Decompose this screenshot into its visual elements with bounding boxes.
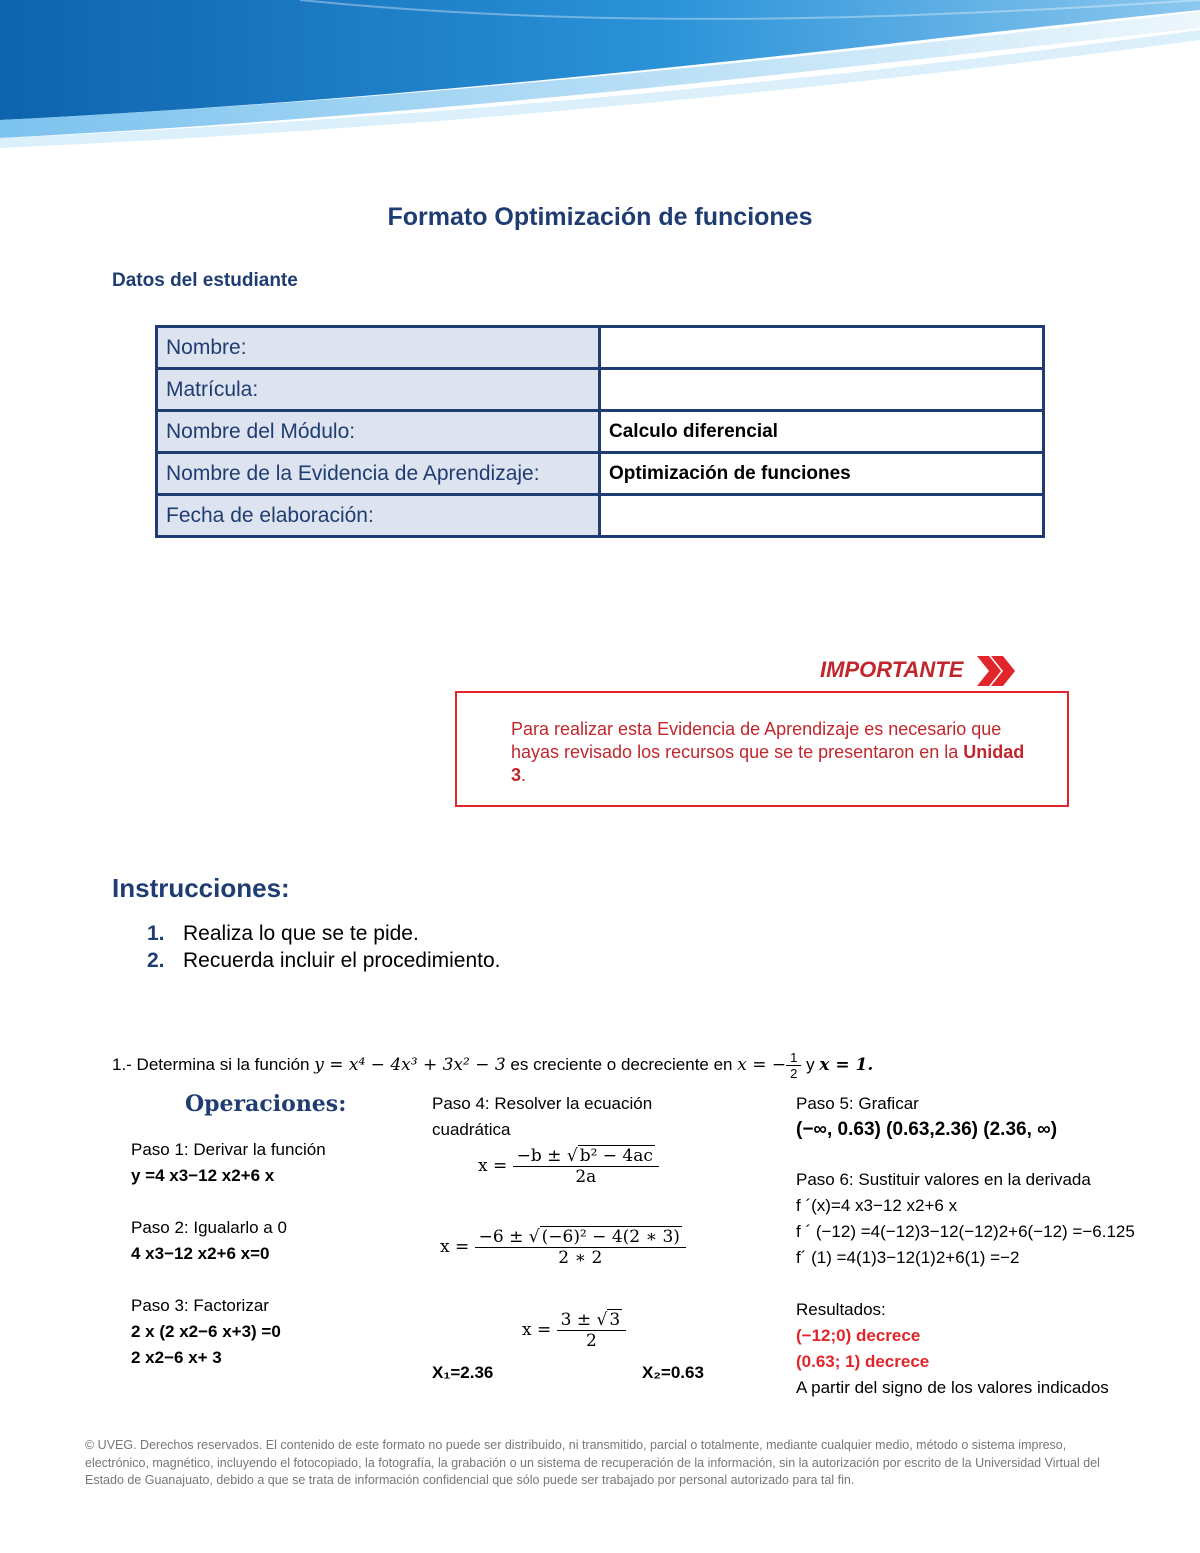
student-data-table <box>155 325 1045 538</box>
paso3-value1: 2 x (2 x2−6 x+3) =0 <box>131 1322 281 1341</box>
paso4-label: Paso 4: Resolver la ecuación cuadrática <box>432 1094 653 1139</box>
table-row <box>157 369 1044 411</box>
table-row <box>157 327 1044 369</box>
list-item: 2. Recuerda incluir el procedimiento. <box>147 949 501 972</box>
header-banner <box>0 0 1200 150</box>
importante-text: Para realizar esta Evidencia de Aprendizaje es necesario que hayas revisado los recursos que se te presentaron en la Unidad 3. <box>511 719 1025 785</box>
paso1-label: Paso 1: Derivar la función <box>131 1140 326 1159</box>
field-label: Fecha de elaboración: <box>157 495 600 537</box>
paso6-line3: f´ (1) =4(1)3−12(1)2+6(1) =−2 <box>796 1248 1020 1267</box>
table-row <box>157 495 1044 537</box>
table-row <box>157 411 1044 453</box>
quadratic-substitution: x = $\frac{\text{−6 ± √ (−6)² − 4(2 ∗ 3)}}{2 ∗ 2}$ <box>440 1227 686 1268</box>
list-item: 1. Realiza lo que se te pide. <box>147 922 419 945</box>
importante-title: IMPORTANTE <box>820 657 964 682</box>
field-label: Matrícula: <box>157 369 600 411</box>
paso6-line1: f ´(x)=4 x3−12 x2+6 x <box>796 1196 958 1215</box>
name-field[interactable] <box>600 327 1044 369</box>
document-title: Formato Optimización de funciones <box>387 203 813 231</box>
resultados-label: Resultados: <box>796 1300 886 1319</box>
section-label-student: Datos del estudiante <box>112 270 298 291</box>
date-field[interactable] <box>600 495 1044 537</box>
paso5-label: Paso 5: Graficar <box>796 1094 919 1113</box>
steps-column-1 <box>131 1137 431 1371</box>
paso6-line2: f ´ (−12) =4(−12)3−12(−12)2+6(−12) =−6.125 <box>796 1222 1135 1241</box>
quadratic-formula: x = $\frac{\text{−b ± √ b² − 4ac}}{2a}$ <box>478 1146 659 1187</box>
resultado-2: (0.63; 1) decrece <box>796 1352 930 1371</box>
paso1-value: y =4 x3−12 x2+6 x <box>131 1166 275 1185</box>
resultado-1: (−12;0) decrece <box>796 1326 921 1345</box>
paso3-label: Paso 3: Factorizar <box>131 1296 269 1315</box>
field-label: Nombre de la Evidencia de Aprendizaje: <box>157 453 600 495</box>
quadratic-simplified: x = $\frac{3 \pm √ 3}{2}$ <box>522 1310 626 1351</box>
field-label: Nombre del Módulo: <box>157 411 600 453</box>
instructions-heading: Instrucciones: <box>112 873 290 903</box>
problem-statement: 1.- Determina si la función y = x⁴ − 4x³ + 3x² − 3 es creciente o decreciente en x = − $\frac{1}{2}$ y x = 1. <box>112 1050 874 1081</box>
table-row <box>157 453 1044 495</box>
paso6-label: Paso 6: Sustituir valores en la derivada <box>796 1170 1091 1189</box>
steps-column-3 <box>796 1091 1196 1401</box>
paso3-value2: 2 x2−6 x+ 3 <box>131 1348 222 1367</box>
root-x1: X₁=2.36 <box>432 1363 494 1382</box>
module-field[interactable]: Calculo diferencial <box>600 411 1044 453</box>
copyright-footer: © UVEG. Derechos reservados. El contenido de este formato no puede ser distribuido, ni transmitido, parcial o totalmente, mediante cualquier medio, método o sistema impreso, electrónico, magnético, incluyendo el fotocopiado, la fotografía, la grabación o un sistema de recuperación de la información, sin la autorización por escrito de la Universidad Virtual del Estado de Guanajuato, debido a que se trata de información confidencial que sólo puede ser trabajado por personal autorizado para tal fin. <box>85 1438 1100 1487</box>
paso5-intervals: (−∞, 0.63) (0.63,2.36) (2.36, ∞) <box>796 1119 1058 1140</box>
paso2-label: Paso 2: Igualarlo a 0 <box>131 1218 287 1237</box>
root-x2: X₂=0.63 <box>642 1363 704 1382</box>
matricula-field[interactable] <box>600 369 1044 411</box>
paso2-value: 4 x3−12 x2+6 x=0 <box>131 1244 270 1263</box>
double-chevron-icon <box>975 654 1017 693</box>
evidence-field[interactable]: Optimización de funciones <box>600 453 1044 495</box>
resultados-note: A partir del signo de los valores indicados <box>796 1378 1109 1397</box>
operaciones-heading: Operaciones: <box>185 1091 347 1117</box>
field-label: Nombre: <box>157 327 600 369</box>
